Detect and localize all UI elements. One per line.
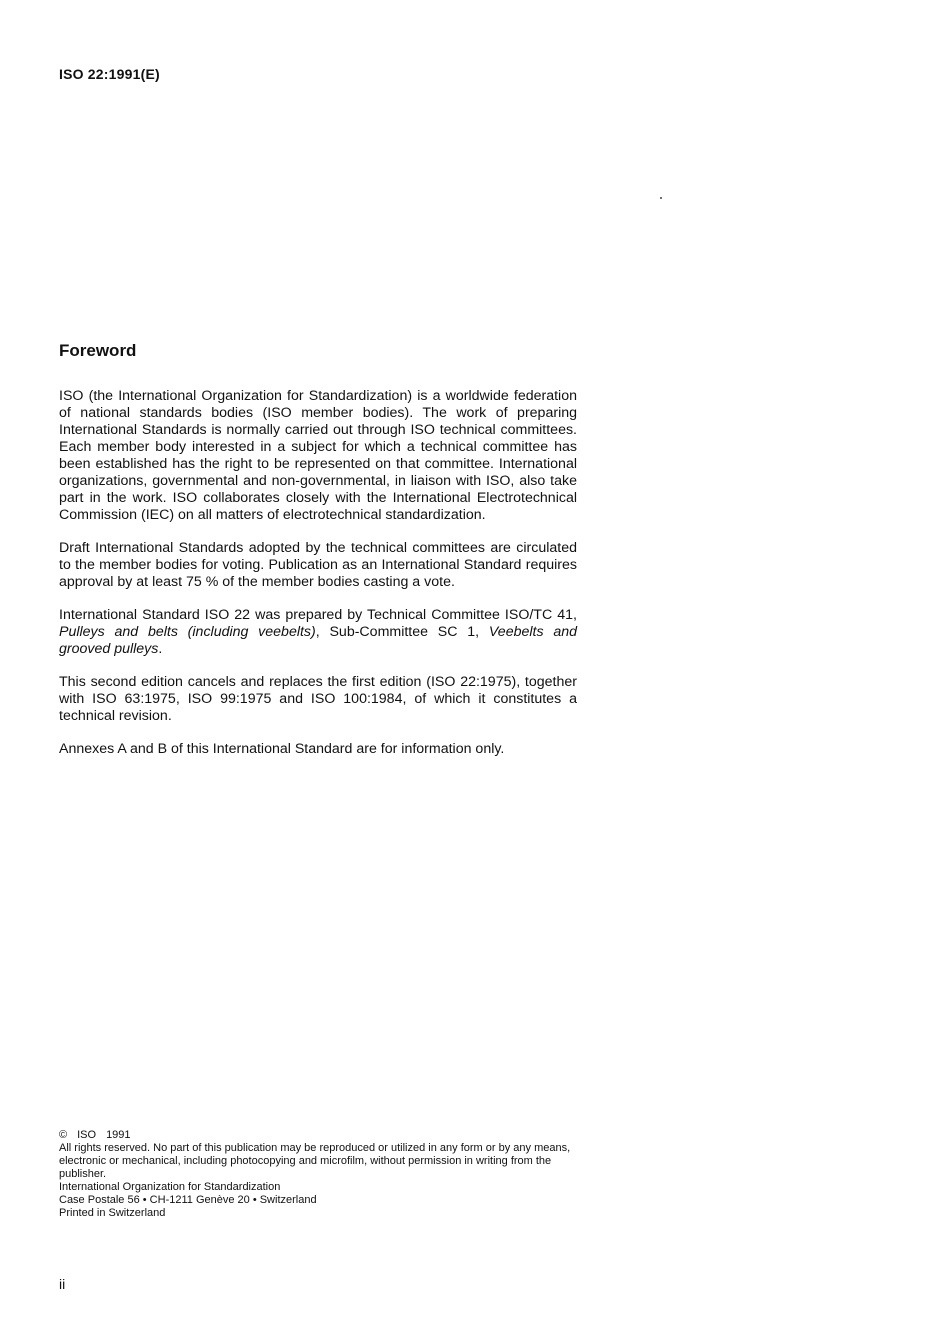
copyright-block <box>59 1129 579 1220</box>
rights-statement: All rights reserved. No part of this publication may be reproduced or utilized in any form or by any means, electronic or mechanical, including photocopying and microfilm, without permission in writing from the publisher. <box>59 1142 571 1180</box>
copyright-icon: © <box>59 1129 68 1141</box>
foreword-paragraph-3 <box>59 607 577 658</box>
copyright-year: 1991 <box>106 1129 131 1141</box>
committee-title: Pulleys and belts (including veebelts) <box>59 624 316 640</box>
copyright-owner: ISO <box>77 1129 97 1141</box>
paragraph-3-text-a: International Standard ISO 22 was prepared by Technical Committee ISO/TC 41, <box>59 607 577 623</box>
foreword-paragraph-4: This second edition cancels and replaces the first edition (ISO 22:1975), together with ISO 63:1975, ISO 99:1975 and ISO 100:1984, of which it constitutes a technical revision. <box>59 674 577 724</box>
copyright-line <box>59 1129 579 1142</box>
scan-speck <box>660 197 662 199</box>
paragraph-3-text-b: , Sub-Committee SC 1, <box>315 624 489 640</box>
publisher-address: Case Postale 56 • CH-1211 Genève 20 • Switzerland <box>59 1194 317 1206</box>
document-id-header: ISO 22:1991(E) <box>59 66 160 82</box>
printed-in: Printed in Switzerland <box>59 1207 166 1219</box>
foreword-title: Foreword <box>59 341 137 360</box>
page-number: ii <box>59 1276 66 1292</box>
foreword-paragraph-5: Annexes A and B of this International Standard are for information only. <box>59 741 505 757</box>
subcommittee-title: Veebelts and grooved pulleys <box>59 624 577 657</box>
paragraph-3-text-c: . <box>158 641 163 657</box>
publisher-name: International Organization for Standardization <box>59 1181 281 1193</box>
foreword-paragraph-1: ISO (the International Organization for Standardization) is a worldwide federation of national standards bodies (ISO member bodies). The work of preparing International Standards is normally carried out through ISO technical committees. Each member body interested in a subject for which a technical committee has been established has the right to be represented on that committee. International organizations, governmental and non-governmental, in liaison with ISO, also take part in the work. ISO collaborates closely with the International Electrotechnical Commission (IEC) on all matters of electrotechnical standardization. <box>59 388 577 523</box>
foreword-body <box>59 388 577 758</box>
foreword-paragraph-2: Draft International Standards adopted by the technical committees are circulated to the member bodies for voting. Publication as an International Standard requires approval by at least 75 % of the member bodies casting a vote. <box>59 540 577 590</box>
